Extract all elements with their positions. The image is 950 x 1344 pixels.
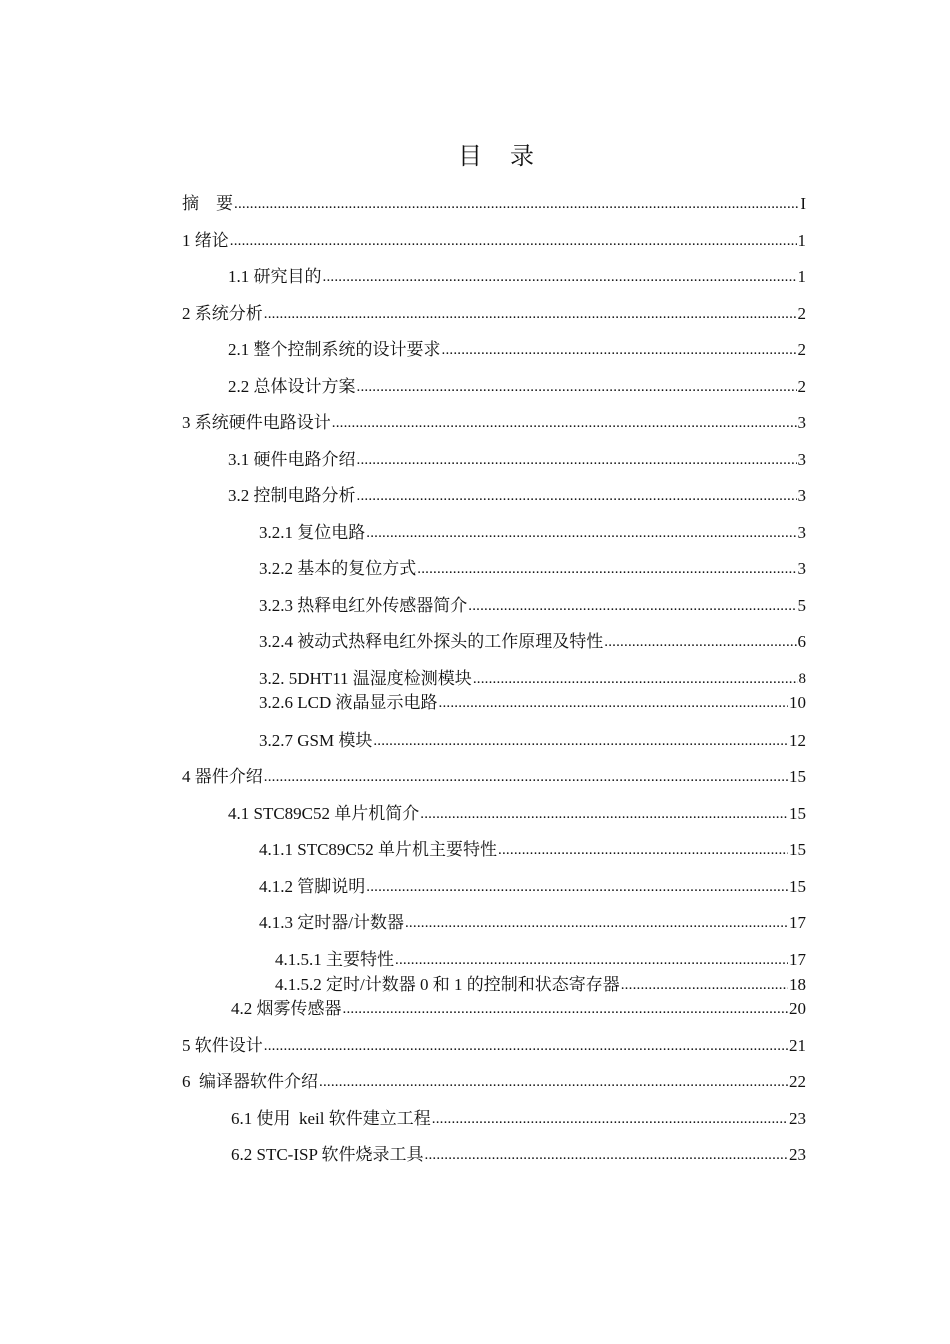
- toc-entry-3-2-1[interactable]: [259, 519, 806, 543]
- toc-entry-4-1[interactable]: [228, 800, 806, 824]
- toc-entry-page: 3: [797, 559, 806, 578]
- toc-entry-label: 3.2.1 复位电路: [259, 523, 366, 542]
- toc-entry-label: 5 软件设计: [182, 1036, 263, 1055]
- toc-entry-page: 20: [789, 999, 806, 1018]
- toc-entry-label: 4.1.2 管脚说明: [259, 877, 366, 896]
- toc-entry-label: 摘 要: [182, 194, 233, 213]
- page-title: 目 录: [458, 142, 536, 170]
- dot-leader: [264, 1039, 788, 1053]
- dot-leader: [234, 197, 799, 211]
- toc-entry-4-1-5-1[interactable]: [275, 946, 806, 970]
- toc-entry-label: 6 编译器软件介绍: [182, 1072, 318, 1091]
- toc-entry-page: 3: [797, 523, 806, 542]
- toc-entry-page: 3: [797, 486, 806, 505]
- dot-leader: [468, 599, 796, 613]
- toc-entry-6-1[interactable]: [231, 1105, 806, 1129]
- toc-entry-3-2-3[interactable]: [259, 592, 806, 616]
- dot-leader: [357, 380, 797, 394]
- toc-entry-label: 1.1 研究目的: [228, 267, 322, 286]
- toc-entry-page: 5: [797, 596, 806, 615]
- toc-entry-label: 4.2 烟雾传感器: [231, 999, 342, 1018]
- dot-leader: [332, 416, 797, 430]
- toc-entry-page: 15: [789, 877, 806, 896]
- toc-entry-label: 3.2.2 基本的复位方式: [259, 559, 417, 578]
- toc-entry-label: 3.2.4 被动式热释电红外探头的工作原理及特性: [259, 632, 604, 651]
- dot-leader: [442, 343, 797, 357]
- toc-entry-label: 4.1.5.2 定时/计数器 0 和 1 的控制和状态寄存器: [275, 975, 620, 994]
- toc-entry-page: 23: [789, 1145, 806, 1164]
- toc-entry-chapter-2[interactable]: [182, 300, 806, 324]
- dot-leader: [357, 489, 797, 503]
- toc-entry-label: 3.1 硬件电路介绍: [228, 450, 356, 469]
- toc-entry-4-1-3[interactable]: [259, 909, 806, 933]
- toc-entry-3-1[interactable]: [228, 446, 806, 470]
- toc-entry-3-2-6[interactable]: [259, 689, 806, 713]
- toc-entry-label: 2.2 总体设计方案: [228, 377, 356, 396]
- toc-entry-page: I: [800, 194, 806, 213]
- dot-leader: [319, 1075, 788, 1089]
- toc-entry-page: 3: [797, 413, 806, 432]
- toc-entry-page: 12: [789, 731, 806, 750]
- toc-entry-chapter-1[interactable]: [182, 227, 806, 251]
- toc-entry-6-2[interactable]: [231, 1141, 806, 1165]
- toc-entry-page: 22: [789, 1072, 806, 1091]
- dot-leader: [432, 1112, 788, 1126]
- dot-leader: [498, 843, 788, 857]
- dot-leader: [230, 234, 797, 248]
- toc-entry-label: 4.1.5.1 主要特性: [275, 950, 394, 969]
- dot-leader: [366, 526, 796, 540]
- toc-entry-page: 15: [789, 804, 806, 823]
- toc-entry-page: 10: [789, 693, 806, 712]
- toc-entry-page: 8: [798, 671, 806, 687]
- toc-entry-page: 17: [789, 913, 806, 932]
- toc-entry-page: 17: [789, 950, 806, 969]
- toc-entry-label: 3.2 控制电路分析: [228, 486, 356, 505]
- toc-entry-3-2-4[interactable]: [259, 628, 806, 652]
- dot-leader: [373, 734, 788, 748]
- dot-leader: [604, 635, 796, 649]
- toc-entry-page: 2: [797, 304, 806, 323]
- toc-entry-3-2-7[interactable]: [259, 727, 806, 751]
- toc-entry-page: 3: [797, 450, 806, 469]
- dot-leader: [366, 880, 788, 894]
- toc-entry-abstract[interactable]: [182, 190, 806, 214]
- toc-entry-page: 18: [789, 975, 806, 994]
- toc-entry-label: 3 系统硬件电路设计: [182, 413, 331, 432]
- toc-entry-label: 4.1.3 定时器/计数器: [259, 913, 404, 932]
- dot-leader: [405, 916, 788, 930]
- toc-entry-label: 3.2. 5DHT11 温湿度检测模块: [259, 669, 472, 688]
- toc-entry-4-2[interactable]: [231, 995, 806, 1019]
- toc-entry-label: 4 器件介绍: [182, 767, 263, 786]
- toc-entry-3-2[interactable]: [228, 482, 806, 506]
- toc-entry-page: 2: [797, 377, 806, 396]
- toc-entry-chapter-6[interactable]: [182, 1068, 806, 1092]
- toc-entry-label: 6.2 STC-ISP 软件烧录工具: [231, 1145, 424, 1164]
- toc-entry-page: 1: [797, 231, 806, 250]
- toc-entry-1-1[interactable]: [228, 263, 806, 287]
- toc-entry-label: 3.2.7 GSM 模块: [259, 731, 373, 750]
- dot-leader: [264, 770, 788, 784]
- toc-entry-label: 6.1 使用 keil 软件建立工程: [231, 1109, 431, 1128]
- toc-entry-3-2-5[interactable]: [259, 665, 806, 689]
- toc-entry-label: 2 系统分析: [182, 304, 263, 323]
- toc-entry-label: 2.1 整个控制系统的设计要求: [228, 340, 441, 359]
- dot-leader: [343, 1002, 789, 1016]
- dot-leader: [420, 807, 788, 821]
- toc-entry-label: 3.2.3 热释电红外传感器简介: [259, 596, 468, 615]
- toc-entry-label: 4.1 STC89C52 单片机简介: [228, 804, 420, 823]
- toc-entry-2-1[interactable]: [228, 336, 806, 360]
- toc-entry-page: 15: [789, 840, 806, 859]
- toc-entry-page: 21: [789, 1036, 806, 1055]
- toc-entry-label: 3.2.6 LCD 液晶显示电路: [259, 693, 438, 712]
- dot-leader: [621, 978, 788, 992]
- toc-entry-page: 15: [789, 767, 806, 786]
- toc-entry-page: 1: [797, 267, 806, 286]
- toc-entry-4-1-5-2[interactable]: [275, 971, 806, 995]
- toc-entry-4-1-2[interactable]: [259, 873, 806, 897]
- toc-entry-4-1-1[interactable]: [259, 836, 806, 860]
- dot-leader: [439, 696, 789, 710]
- toc-entry-chapter-3[interactable]: [182, 409, 806, 433]
- toc-entry-label: 1 绪论: [182, 231, 229, 250]
- toc-entry-page: 23: [789, 1109, 806, 1128]
- toc-entry-page: 2: [797, 340, 806, 359]
- dot-leader: [417, 562, 796, 576]
- dot-leader: [357, 453, 797, 467]
- dot-leader: [425, 1148, 788, 1162]
- dot-leader: [473, 672, 798, 686]
- dot-leader: [323, 270, 797, 284]
- toc-entry-label: 4.1.1 STC89C52 单片机主要特性: [259, 840, 498, 859]
- dot-leader: [395, 953, 788, 967]
- dot-leader: [264, 307, 797, 321]
- toc-entry-chapter-5[interactable]: [182, 1032, 806, 1056]
- toc-entry-page: 6: [797, 632, 806, 651]
- toc-entry-2-2[interactable]: [228, 373, 806, 397]
- toc-entry-chapter-4[interactable]: [182, 763, 806, 787]
- toc-entry-3-2-2[interactable]: [259, 555, 806, 579]
